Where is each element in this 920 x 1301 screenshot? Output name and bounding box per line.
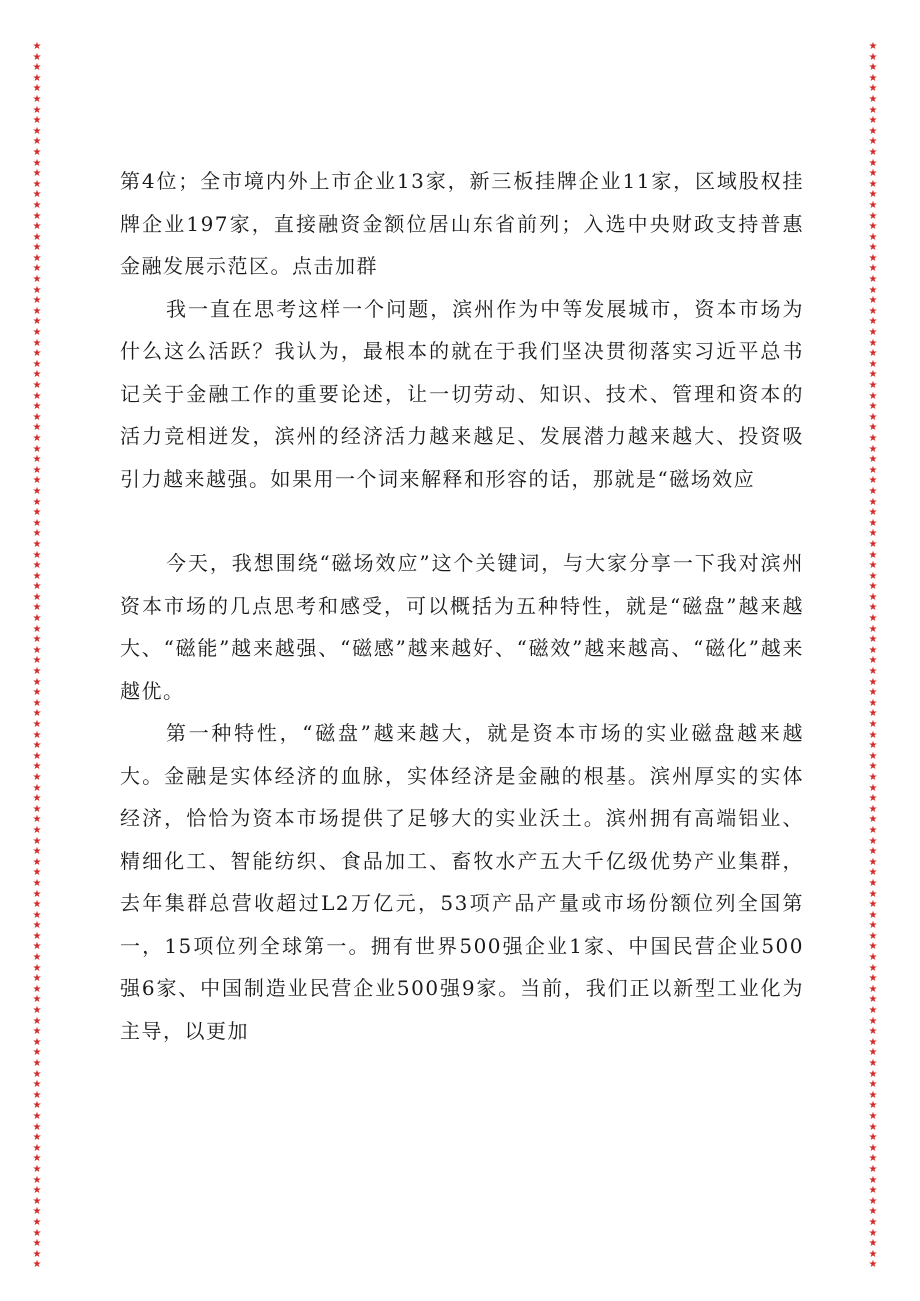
document-body (120, 160, 804, 1052)
paragraph-spacer (120, 500, 804, 542)
paragraph-1: 第4位；全市境内外上市企业13家，新三板挂牌企业11家，区域股权挂牌企业197家，直接融资金额位居山东省前列；入选中央财政支持普惠金融发展示范区。点击加群 (120, 169, 804, 278)
left-star-border: ★ ★ ★ ★ ★ ★ ★ ★ ★ ★ ★ ★ ★ ★ ★ ★ ★ ★ ★ ★ ★ ★ ★ ★ ★ ★ ★ ★ ★ ★ ★ ★ ★ ★ ★ ★ ★ ★ ★ ★ ★ ★ ★ ★ ★ ★ ★ ★ ★ ★ ★ ★ ★ ★ ★ ★ ★ ★ ★ ★ ★ ★ ★ ★ ★ ★ ★ ★ ★ ★ ★ ★ ★ ★ ★ ★ ★ ★ ★ ★ ★ ★ ★ ★ ★ ★ ★ ★ ★ ★ ★ ★ ★ ★ ★ ★ ★ ★ ★ ★ ★ ★ ★ ★ ★ ★ ★ ★ ★ ★ ★ ★ ★ ★ ★ ★ (32, 41, 42, 1271)
paragraph-4: 第一种特性，“磁盘”越来越大，就是资本市场的实业磁盘越来越大。金融是实体经济的血脉，实体经济是金融的根基。滨州厚实的实体经济，恰恰为资本市场提供了足够大的实业沃土。滨州拥有高端铝业、精细化工、智能纺织、食品加工、畜牧水产五大千亿级优势产业集群，去年集群总营收超过L2万亿元，53项产品产量或市场份额位列全国第一，15项位列全球第一。拥有世界500强企业1家、中国民营企业500强6家、中国制造业民营企业500强9家。当前，我们正以新型工业化为主导，以更加 (120, 721, 804, 1043)
paragraph-2: 我一直在思考这样一个问题，滨州作为中等发展城市，资本市场为什么这么活跃？我认为，最根本的就在于我们坚决贯彻落实习近平总书记关于金融工作的重要论述，让一切劳动、知识、技术、管理和资本的活力竞相迸发，滨州的经济活力越来越足、发展潜力越来越大、投资吸引力越来越强。如果用一个词来解释和形容的话，那就是“磁场效应 (120, 296, 804, 491)
right-star-border: ★ ★ ★ ★ ★ ★ ★ ★ ★ ★ ★ ★ ★ ★ ★ ★ ★ ★ ★ ★ ★ ★ ★ ★ ★ ★ ★ ★ ★ ★ ★ ★ ★ ★ ★ ★ ★ ★ ★ ★ ★ ★ ★ ★ ★ ★ ★ ★ ★ ★ ★ ★ ★ ★ ★ ★ ★ ★ ★ ★ ★ ★ ★ ★ ★ ★ ★ ★ ★ ★ ★ ★ ★ ★ ★ ★ ★ ★ ★ ★ ★ ★ ★ ★ ★ ★ ★ ★ ★ ★ ★ ★ ★ ★ ★ ★ ★ ★ ★ ★ ★ ★ ★ ★ ★ ★ ★ ★ ★ ★ ★ ★ ★ ★ ★ ★ (868, 41, 878, 1271)
paragraph-3: 今天，我想围绕“磁场效应”这个关键词，与大家分享一下我对滨州资本市场的几点思考和感受，可以概括为五种特性，就是“磁盘”越来越大、“磁能”越来越强、“磁感”越来越好、“磁效”越来越高、“磁化”越来越优。 (120, 551, 804, 703)
